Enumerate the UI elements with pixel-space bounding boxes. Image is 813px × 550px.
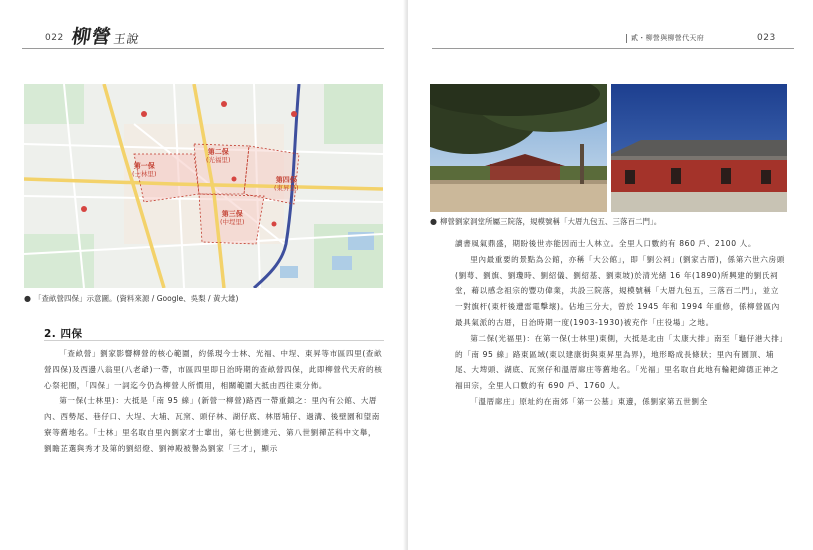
map-graphic [24, 84, 383, 288]
left-page [0, 0, 405, 550]
pin-icon: ● [430, 217, 437, 226]
photo-caption [430, 216, 661, 227]
map-label-baoyi [132, 162, 157, 178]
map-caption-text: 「查畝營四保」示意圖。(資料來源 / Google、吳梨 / 黃大雄) [33, 294, 239, 303]
photo-red-house [611, 84, 787, 212]
map-label-baosan [220, 210, 245, 226]
map-label-baoer [206, 148, 231, 164]
photo-caption-text: 柳營劉家洞堂所屬三院落，規模號稱「大厝九包五、三落百二門」。 [439, 217, 662, 226]
section-underline [44, 340, 384, 341]
photo-red-house-image [611, 84, 787, 212]
right-page-number: 023 [757, 33, 776, 43]
paragraph: 「溫厝廍庄」原址約在南郊「第一公墓」東邊，係劉家第五世劉全 [470, 396, 708, 406]
section-heading: 2. 四保 [44, 328, 83, 340]
paragraph: 讀書風氣鼎盛，期盼後世亦能因而士人林立。全里人口數約有 860 戶、2100 人。 [455, 239, 757, 248]
map-label-sub: (士林里) [132, 170, 157, 178]
photo-courtyard-image [430, 84, 607, 212]
paragraph: 里內最重要的景點為公館，亦稱「大公館」，即「劉公祠」(劉家古厝)，係第六世六房頭(劉萼、劉旗、劉瓊時、劉紹儀、劉紹基、劉東坡)於清光緒 16 年(1890)所興建的劉氏祠堂，藉以感念祖宗的豐功偉業，共設三院落，規模號稱「大厝九包五，三落百二門」，並立一對旗杆(東杆後遭雷電擊壞)。佔地三分大，曾於 1945 年和 1994 年重修，係柳營區內最具氣派的古厝，日治時期一度(1903-1930)被充作「庄役場」之地。 [455, 254, 785, 327]
book-title-main: 柳營 [70, 26, 114, 48]
paragraph: 第二保(光福里)：在第一保(士林里)東側，大抵是北由「太康大排」南至「龜仔港大排」的「南 95 線」路東區域(東以建康街與東昇里為界)，地形略成長條狀；里內有園頂、埔尾、大埤頭、湖底、瓦窯仔和溫厝廍庄等舊地名。「光福」里名取自此地有輪耙緯德正神之福田宗，全里人口數約有 690 戶、1760 人。 [455, 333, 784, 391]
map-label-name: 第二保 [207, 148, 229, 156]
chapter-header-text: 貳・柳營與柳營代天府 [631, 34, 704, 42]
header-divider [626, 34, 627, 43]
map-label-name: 第三保 [221, 210, 243, 218]
map-label-name: 第四保 [275, 176, 297, 184]
map-label-sub: (光福里) [206, 156, 231, 164]
map-label-baosi [274, 176, 299, 192]
paragraph: 「查畝營」劉家影響柳營的核心範圍，約係現今士林、光福、中埕、東昇等市區四里(查畝營四保)及西邊八翁里(八老爺)一帶，市區四里即日治時期的查畝營四保，此即柳營代天府的核心祭祀圈，「四保」一詞迄今仍為柳營人所慣用，相關範圍大抵由西往東分佈。 [44, 349, 383, 390]
right-body-text [455, 236, 785, 410]
header-rule [432, 48, 794, 49]
pin-icon: ● [24, 294, 31, 303]
book-title-small: 王說 [112, 32, 141, 46]
chapter-header [626, 33, 704, 43]
paragraph: 第一保(士林里)：大抵是「南 95 線」(新營一柳營)路西一帶重鎮之：里內有公館、大厝內、西勢尾、巷仔口、大埕、大埔、瓦窯、頭仔林、湖仔底、林厝埔仔、過溝、後壁園和望南寮等舊地名。「士林」里名取自里內劉家才士輩出，第七世劉達元、第八世劉禪芷科中文舉，劉瞻芷選與秀才及第的劉紹燈、劉神殿被譽為劉家「三才」，顯示 [44, 396, 380, 453]
photo-courtyard [430, 84, 607, 212]
map-caption [24, 293, 238, 304]
left-body-text [44, 346, 384, 457]
map-label-sub: (中埕里) [220, 218, 245, 226]
header-rule [22, 48, 384, 49]
map-label-sub: (東昇里) [274, 184, 299, 192]
left-page-number: 022 [45, 33, 64, 43]
map-figure [24, 84, 383, 288]
book-title [70, 22, 142, 49]
map-label-name: 第一保 [133, 162, 155, 170]
